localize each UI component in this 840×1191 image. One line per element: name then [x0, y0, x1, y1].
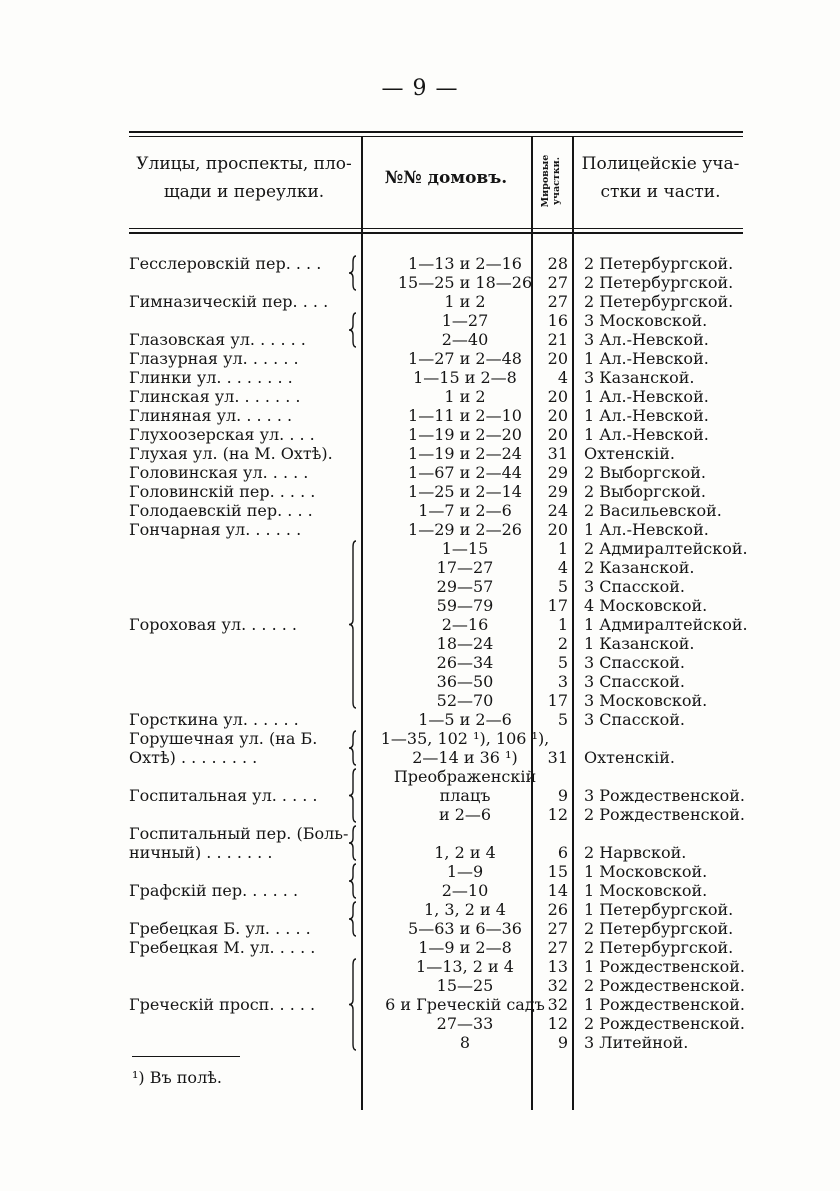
- magistrate-district: 15: [547, 862, 568, 881]
- street-name: Головинскій пер. . . . .: [129, 482, 316, 501]
- police-district: 1 Ал.-Невской.: [584, 349, 709, 368]
- police-district: 2 Рождественской.: [584, 805, 745, 824]
- street-name: [129, 805, 354, 824]
- police-district: Охтенскій.: [584, 444, 675, 463]
- magistrate-district: 13: [547, 957, 568, 976]
- house-numbers: 1—19 и 2—20: [408, 425, 522, 444]
- police-district: 3 Спасской.: [584, 672, 686, 691]
- house-numbers: 1 и 2: [444, 292, 486, 311]
- police-district: 1 Казанской.: [584, 634, 695, 653]
- house-numbers: 59—79: [436, 596, 494, 615]
- magistrate-district: 14: [547, 881, 568, 900]
- police-district: 3 Казанской.: [584, 368, 695, 387]
- police-district: 2 Выборгской.: [584, 482, 706, 501]
- police-district: 3 Литейной.: [584, 1033, 689, 1052]
- police-district: 4 Московской.: [584, 596, 708, 615]
- house-numbers: 26—34: [436, 653, 494, 672]
- police-district: 1 Московской.: [584, 862, 708, 881]
- street-name: Графскій пер. . . . . .: [129, 881, 299, 900]
- house-numbers: 1—35, 102 ¹), 106 ¹),: [380, 729, 550, 748]
- magistrate-district: [538, 824, 568, 843]
- police-district: 2 Адмиралтейской.: [584, 539, 748, 558]
- house-numbers: 1—11 и 2—10: [408, 406, 522, 425]
- street-name: [129, 539, 354, 558]
- house-numbers: 15—25: [436, 976, 494, 995]
- house-numbers: 1—13 и 2—16: [408, 254, 522, 273]
- table-top-rule-thin: [129, 136, 743, 137]
- house-numbers: 2—14 и 36 ¹): [412, 748, 518, 767]
- street-name: [129, 1014, 354, 1033]
- house-numbers: 1, 3, 2 и 4: [424, 900, 506, 919]
- police-district: 3 Ал.-Невской.: [584, 330, 709, 349]
- header-houses: №№ домовъ.: [384, 168, 508, 188]
- police-district: 2 Петербургской.: [584, 273, 734, 292]
- magistrate-district: 12: [547, 805, 568, 824]
- police-district: 1 Ал.-Невской.: [584, 520, 709, 539]
- street-name: Головинская ул. . . . .: [129, 463, 309, 482]
- house-numbers: 5—63 и 6—36: [408, 919, 522, 938]
- street-name: Глазовская ул. . . . . .: [129, 330, 306, 349]
- street-name: Гребецкая М. ул. . . . .: [129, 938, 316, 957]
- police-district: 1 Ал.-Невской.: [584, 406, 709, 425]
- header-magistrate-line1: Мировые: [540, 154, 551, 208]
- magistrate-district: 28: [547, 254, 568, 273]
- house-numbers: плацъ: [439, 786, 491, 805]
- street-name: Госпитальный пер. (Боль-: [129, 824, 349, 843]
- police-district: 2 Петербургской.: [584, 919, 734, 938]
- header-police-line2: стки и части.: [600, 182, 721, 202]
- police-district: 2 Рождественской.: [584, 976, 745, 995]
- police-district: 2 Петербургской.: [584, 254, 734, 273]
- house-numbers: 2—40: [441, 330, 489, 349]
- magistrate-district: 20: [547, 387, 568, 406]
- table-top-rule: [129, 131, 743, 133]
- house-numbers: 1—13, 2 и 4: [416, 957, 514, 976]
- police-district: 2 Нарвской.: [584, 843, 687, 862]
- street-name: [129, 596, 354, 615]
- street-name: Глухоозерская ул. . . .: [129, 425, 315, 444]
- magistrate-district: 27: [547, 938, 568, 957]
- magistrate-district: 27: [547, 273, 568, 292]
- street-name: ничный) . . . . . . .: [129, 843, 273, 862]
- street-name: [129, 653, 354, 672]
- police-district: 1 Петербургской.: [584, 900, 734, 919]
- police-district: 1 Ал.-Невской.: [584, 387, 709, 406]
- street-name: [129, 957, 354, 976]
- footnote-rule: [132, 1056, 240, 1057]
- police-district: 2 Казанской.: [584, 558, 695, 577]
- magistrate-district: [538, 729, 568, 748]
- magistrate-district: 27: [547, 292, 568, 311]
- magistrate-district: 20: [547, 520, 568, 539]
- header-magistrate: [540, 141, 562, 221]
- magistrate-district: 5: [557, 710, 568, 729]
- magistrate-district: 32: [547, 995, 568, 1014]
- magistrate-district: 5: [557, 653, 568, 672]
- police-district: 2 Петербургской.: [584, 292, 734, 311]
- house-numbers: 1—25 и 2—14: [408, 482, 522, 501]
- house-numbers: 8: [459, 1033, 471, 1052]
- police-district: 1 Рождественской.: [584, 957, 745, 976]
- header-streets-line1: Улицы, проспекты, пло-: [136, 154, 352, 174]
- street-name: [129, 1033, 354, 1052]
- magistrate-district: 20: [547, 406, 568, 425]
- police-district: 1 Ал.-Невской.: [584, 425, 709, 444]
- magistrate-district: 31: [547, 748, 568, 767]
- house-numbers: 1—27: [441, 311, 489, 330]
- police-district: 1 Московской.: [584, 881, 708, 900]
- house-numbers: 2—16: [441, 615, 489, 634]
- street-name: Гесслеровскій пер. . . .: [129, 254, 322, 273]
- magistrate-district: 12: [547, 1014, 568, 1033]
- table-header-rule: [129, 228, 743, 229]
- house-numbers: 36—50: [436, 672, 494, 691]
- street-name: Глазурная ул. . . . . .: [129, 349, 299, 368]
- magistrate-district: 17: [547, 596, 568, 615]
- magistrate-district: 9: [557, 786, 568, 805]
- street-name: [129, 577, 354, 596]
- page-number: — 9 —: [381, 76, 459, 101]
- magistrate-district: 27: [547, 919, 568, 938]
- magistrate-district: 4: [557, 558, 568, 577]
- magistrate-district: 32: [547, 976, 568, 995]
- police-district: 3 Московской.: [584, 311, 708, 330]
- street-name: Глиняная ул. . . . . .: [129, 406, 293, 425]
- street-name: Гороховая ул. . . . . .: [129, 615, 298, 634]
- police-district: 3 Рождественской.: [584, 786, 745, 805]
- street-name: Гребецкая Б. ул. . . . .: [129, 919, 311, 938]
- magistrate-district: 17: [547, 691, 568, 710]
- house-numbers: Преображенскій: [393, 767, 537, 786]
- magistrate-district: 20: [547, 425, 568, 444]
- magistrate-district: 29: [547, 482, 568, 501]
- magistrate-district: 9: [557, 1033, 568, 1052]
- header-police-line1: Полицейскіе уча-: [581, 154, 740, 174]
- street-name: [129, 634, 354, 653]
- street-name: Голодаевскій пер. . . .: [129, 501, 313, 520]
- house-numbers: 27—33: [436, 1014, 494, 1033]
- house-numbers: 1—15 и 2—8: [413, 368, 517, 387]
- magistrate-district: 2: [557, 634, 568, 653]
- house-numbers: 1—27 и 2—48: [408, 349, 522, 368]
- house-numbers: 52—70: [436, 691, 494, 710]
- street-name: Горушечная ул. (на Б.: [129, 729, 318, 748]
- column-divider-3: [572, 136, 574, 1110]
- house-numbers: 1—7 и 2—6: [418, 501, 512, 520]
- magistrate-district: 3: [557, 672, 568, 691]
- magistrate-district: 16: [547, 311, 568, 330]
- header-streets: [129, 150, 359, 206]
- house-numbers: и 2—6: [438, 805, 492, 824]
- street-name: Гимназическій пер. . . .: [129, 292, 329, 311]
- police-district: 2 Петербургской.: [584, 938, 734, 957]
- street-name: [129, 311, 354, 330]
- police-district: 2 Васильевской.: [584, 501, 722, 520]
- magistrate-district: 29: [547, 463, 568, 482]
- street-name: [129, 976, 354, 995]
- house-numbers: 15—25 и 18—26: [397, 273, 533, 292]
- magistrate-district: 31: [547, 444, 568, 463]
- police-district: 2 Выборгской.: [584, 463, 706, 482]
- house-numbers: 6 и Греческій садъ: [385, 995, 545, 1014]
- magistrate-district: [538, 767, 568, 786]
- house-numbers: 1, 2 и 4: [434, 843, 496, 862]
- magistrate-district: 21: [547, 330, 568, 349]
- footnote: ¹) Въ полѣ.: [132, 1068, 222, 1087]
- magistrate-district: 5: [557, 577, 568, 596]
- police-district: Охтенскій.: [584, 748, 675, 767]
- house-numbers: 1—9: [446, 862, 484, 881]
- street-name: [129, 672, 354, 691]
- street-name: Глинки ул. . . . . . . .: [129, 368, 293, 387]
- street-name: [129, 558, 354, 577]
- magistrate-district: 24: [547, 501, 568, 520]
- header-magistrate-line2: участки.: [551, 156, 562, 206]
- police-district: 2 Рождественской.: [584, 1014, 745, 1033]
- magistrate-district: 4: [557, 368, 568, 387]
- house-numbers: 1—19 и 2—24: [408, 444, 522, 463]
- house-numbers: 17—27: [436, 558, 494, 577]
- house-numbers: 1 и 2: [444, 387, 486, 406]
- street-name: Греческій просп. . . . .: [129, 995, 316, 1014]
- house-numbers: 1—29 и 2—26: [408, 520, 522, 539]
- street-name: Глинская ул. . . . . . .: [129, 387, 301, 406]
- police-district: 3 Спасской.: [584, 577, 686, 596]
- house-numbers: 18—24: [436, 634, 494, 653]
- table-header-rule-thick: [129, 232, 743, 234]
- street-name: Глухая ул. (на М. Охтѣ).: [129, 444, 333, 463]
- house-numbers: 1—67 и 2—44: [408, 463, 522, 482]
- house-numbers: 29—57: [436, 577, 494, 596]
- police-district: [584, 767, 754, 786]
- police-district: 3 Спасской.: [584, 710, 686, 729]
- street-name: [129, 273, 354, 292]
- magistrate-district: 1: [557, 539, 568, 558]
- street-name: [129, 900, 354, 919]
- police-district: [584, 729, 754, 748]
- street-name: Охтѣ) . . . . . . . .: [129, 748, 258, 767]
- house-numbers: 1—5 и 2—6: [418, 710, 512, 729]
- police-district: 3 Спасской.: [584, 653, 686, 672]
- street-name: Госпитальная ул. . . . .: [129, 786, 318, 805]
- house-numbers: 1—9 и 2—8: [418, 938, 512, 957]
- magistrate-district: 6: [557, 843, 568, 862]
- street-name: Гончарная ул. . . . . .: [129, 520, 302, 539]
- header-police: [578, 150, 743, 206]
- police-district: 1 Рождественской.: [584, 995, 745, 1014]
- house-numbers: 1—15: [441, 539, 489, 558]
- street-name: [129, 691, 354, 710]
- house-numbers: 2—10: [441, 881, 489, 900]
- magistrate-district: 26: [547, 900, 568, 919]
- magistrate-district: 20: [547, 349, 568, 368]
- header-streets-line2: щади и переулки.: [163, 182, 325, 202]
- street-name: [129, 862, 354, 881]
- police-district: [584, 824, 754, 843]
- police-district: 1 Адмиралтейской.: [584, 615, 748, 634]
- street-name: Горсткина ул. . . . . .: [129, 710, 299, 729]
- magistrate-district: 1: [557, 615, 568, 634]
- street-name: [129, 767, 354, 786]
- police-district: 3 Московской.: [584, 691, 708, 710]
